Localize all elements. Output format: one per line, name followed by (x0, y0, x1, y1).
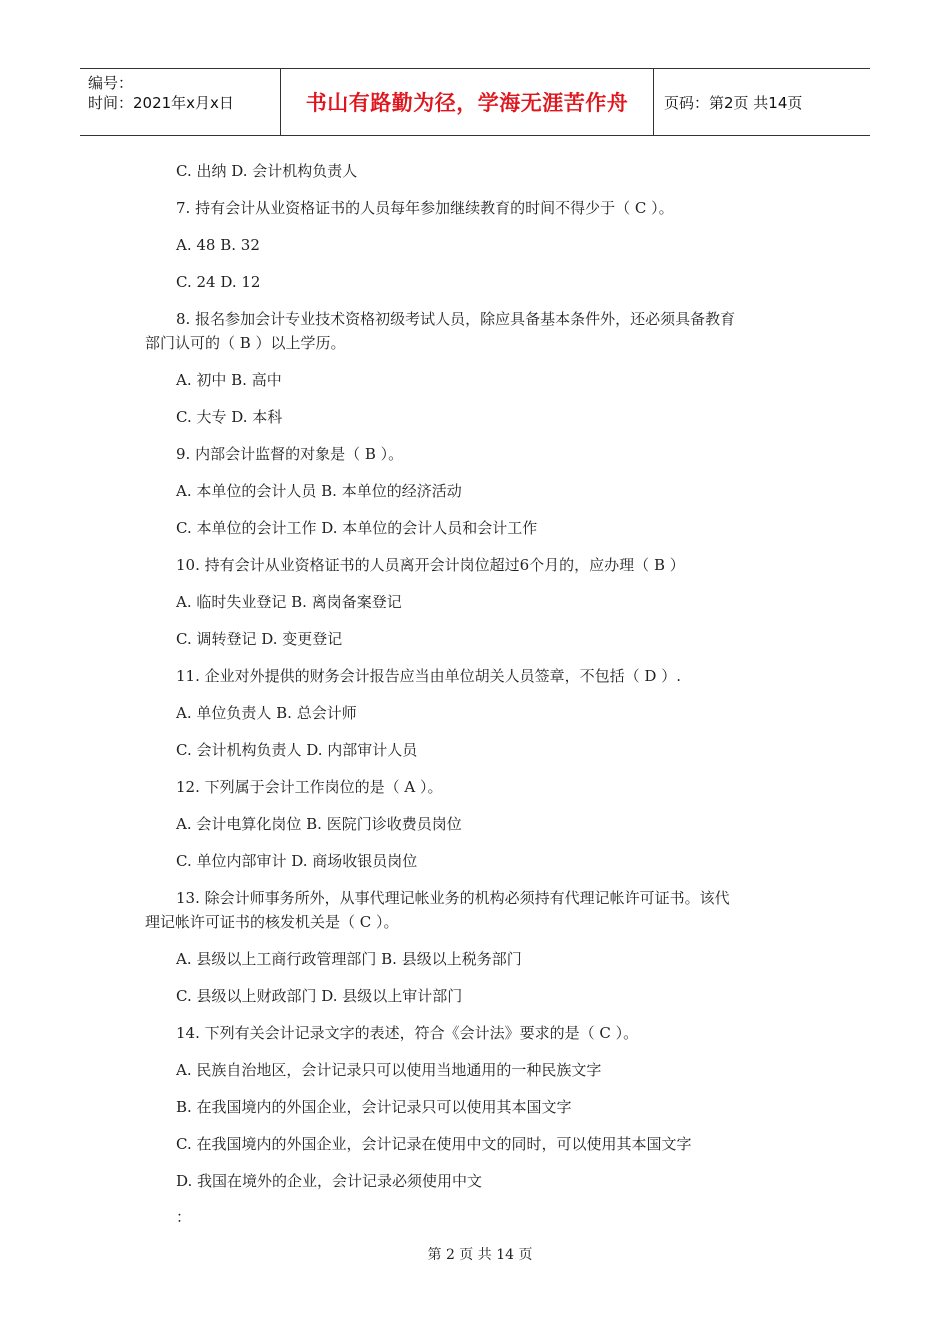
option-line: A. 临时失业登记 B. 离岗备案登记 (176, 593, 402, 611)
option-line: D. 我国在境外的企业，会计记录必须使用中文 (176, 1172, 483, 1190)
option-line: C. 县级以上财政部门 D. 县级以上审计部门 (176, 987, 463, 1005)
page-footer: 第 2 页 共 14 页 (427, 1247, 533, 1263)
option-line: C. 本单位的会计工作 D. 本单位的会计人员和会计工作 (176, 519, 538, 537)
page-header (80, 68, 870, 136)
option-line: A. 县级以上工商行政管理部门 B. 县级以上税务部门 (176, 950, 522, 968)
question-11: 11. 企业对外提供的财务会计报告应当由单位胡关人员签章，不包括（ D ）. (176, 667, 681, 685)
option-line: C. 会计机构负责人 D. 内部审计人员 (176, 741, 418, 759)
header-meta (80, 69, 281, 135)
question-13: 13. 除会计师事务所外，从事代理记帐业务的机构必须持有代理记帐许可证书。该代 (176, 889, 730, 907)
question-13-continued: 理记帐许可证书的核发机关是（ C ）。 (145, 913, 399, 931)
option-line: A. 民族自治地区，会计记录只可以使用当地通用的一种民族文字 (176, 1061, 602, 1079)
option-line: A. 48 B. 32 (176, 236, 260, 254)
question-8: 8. 报名参加会计专业技术资格初级考试人员，除应具备基本条件外，还必须具备教育 (176, 310, 736, 328)
question-8-continued: 部门认可的（ B ）以上学历。 (145, 334, 346, 352)
option-line: A. 单位负责人 B. 总会计师 (176, 704, 357, 722)
option-line: A. 初中 B. 高中 (176, 371, 282, 389)
option-line: B. 在我国境内的外国企业，会计记录只可以使用其本国文字 (176, 1098, 572, 1116)
option-line: C. 调转登记 D. 变更登记 (176, 630, 343, 648)
header-page-info: 页码：第2页 共14页 (664, 93, 803, 112)
option-line: C. 单位内部审计 D. 商场收银员岗位 (176, 852, 418, 870)
option-line: C. 大专 D. 本科 (176, 408, 283, 426)
question-14: 14. 下列有关会计记录文字的表述，符合《会计法》要求的是（ C ）。 (176, 1024, 639, 1042)
document-number-label: 编号： (88, 74, 134, 92)
header-motto: 书山有路勤为径，学海无涯苦作舟 (281, 69, 654, 135)
question-7: 7. 持有会计从业资格证书的人员每年参加继续教育的时间不得少于（ C ）。 (176, 199, 674, 217)
option-line: C. 在我国境内的外国企业，会计记录在使用中文的同时，可以使用其本国文字 (176, 1135, 692, 1153)
option-line: A. 本单位的会计人员 B. 本单位的经济活动 (176, 482, 462, 500)
option-line: C. 24 D. 12 (176, 273, 261, 291)
option-line: C. 出纳 D. 会计机构负责人 (176, 162, 358, 180)
option-line: A. 会计电算化岗位 B. 医院门诊收费员岗位 (176, 815, 462, 833)
trailing-mark: ： (176, 1208, 192, 1226)
question-12: 12. 下列属于会计工作岗位的是（ A ）。 (176, 778, 443, 796)
question-10: 10. 持有会计从业资格证书的人员离开会计岗位超过6个月的，应办理（ B ） (176, 556, 685, 574)
document-time-label: 时间：2021年x月x日 (88, 94, 234, 112)
question-9: 9. 内部会计监督的对象是（ B ）。 (176, 445, 404, 463)
